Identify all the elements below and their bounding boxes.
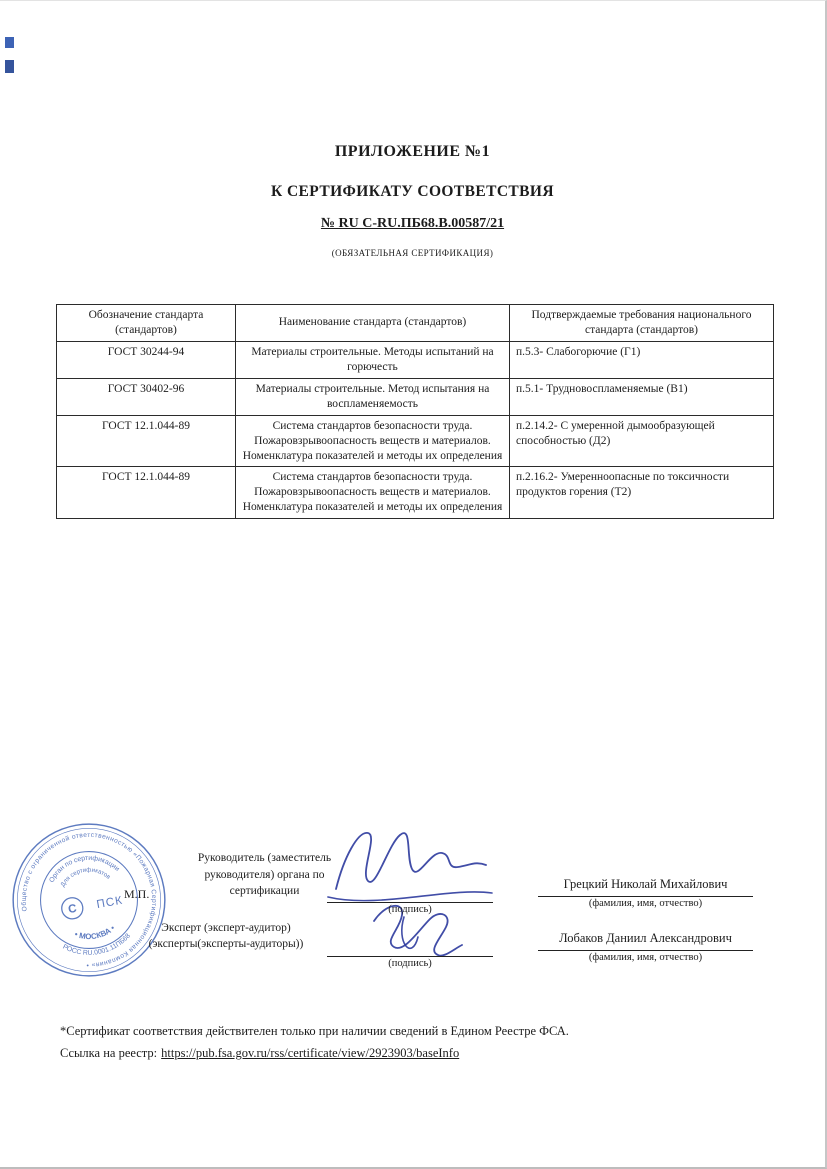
- table-row: [57, 378, 774, 415]
- table-header-row: [57, 305, 774, 342]
- certificate-subtitle: К СЕРТИФИКАТУ СООТВЕТСТВИЯ: [271, 183, 554, 200]
- scan-artifact: [5, 60, 14, 73]
- footer-note-block: [60, 1021, 750, 1065]
- standard-requirements: п.2.14.2- С умеренной дымообразующей способностью (Д2): [510, 415, 774, 467]
- certificate-number: № RU C-RU.ПБ68.В.00587/21: [320, 216, 505, 231]
- col-header-name: Наименование стандарта (стандартов): [236, 305, 510, 342]
- expert-role-label: Эксперт (эксперт-аудитор) (эксперты(эксперты-аудиторы)): [148, 922, 304, 951]
- col-header-requirements: Подтверждаемые требования национального стандарта (стандартов): [510, 305, 774, 342]
- expert-name-caption: (фамилия, имя, отчество): [588, 952, 703, 963]
- head-signature-ink: [318, 823, 498, 908]
- standard-requirements: п.5.3- Слабогорючие (Г1): [510, 341, 774, 378]
- table-row: [57, 415, 774, 467]
- stamp-ring-text: Общество с ограниченной ответственностью «Пожарная Сертификационная Компания» •: [20, 831, 158, 969]
- standard-requirements: п.2.16.2- Умеренноопасные по токсичности продуктов горения (Т2): [510, 467, 774, 519]
- standard-designation: ГОСТ 30244-94: [57, 341, 236, 378]
- standard-name: Система стандартов безопасности труда. Пожаровзрывоопасность веществ и материалов. Номенклатура показателей и методы их определения: [236, 415, 510, 467]
- standard-designation: ГОСТ 12.1.044-89: [57, 415, 236, 467]
- head-signature-line: [327, 902, 493, 903]
- standard-designation: ГОСТ 12.1.044-89: [57, 467, 236, 519]
- registry-label: Ссылка на реестр:: [60, 1045, 158, 1060]
- expert-signature-caption: (подпись): [388, 958, 432, 969]
- stamp-place-label: М.П.: [124, 887, 150, 901]
- table-row: [57, 467, 774, 519]
- title-block: [0, 143, 825, 258]
- expert-full-name: Лобаков Даниил Александрович: [559, 931, 732, 945]
- head-name-caption: (фамилия, имя, отчество): [588, 898, 703, 909]
- head-name-line: [538, 896, 753, 897]
- stamp-reg-number: РОСС RU.0001.11ПБ68: [61, 932, 132, 957]
- round-stamp-graphic: [0, 808, 181, 991]
- head-signature-caption: (подпись): [388, 904, 432, 915]
- head-role-label: Руководитель (заместитель руководителя) органа по сертификации: [197, 852, 332, 898]
- stamp-abbr: ПСК: [95, 894, 124, 912]
- expert-name-line: [538, 950, 753, 951]
- expert-signature-line: [327, 956, 493, 957]
- registry-link[interactable]: https://pub.fsa.gov.ru/rss/certificate/view/2923903/baseInfo: [161, 1045, 460, 1060]
- stamp-emblem-letter: С: [67, 902, 78, 917]
- table-row: [57, 341, 774, 378]
- stamp-organ-text: Орган по сертификации: [48, 854, 121, 884]
- appendix-title: ПРИЛОЖЕНИЕ №1: [334, 143, 491, 160]
- stamp-scope-text: Для сертификатов: [59, 866, 112, 889]
- certification-body-stamp: [0, 808, 181, 991]
- head-full-name: Грецкий Николай Михайлович: [563, 877, 728, 891]
- col-header-designation: Обозначение стандарта (стандартов): [57, 305, 236, 342]
- stamp-city: • МОСКВА •: [73, 923, 117, 942]
- scan-artifact: [5, 37, 14, 48]
- standard-name: Материалы строительные. Методы испытаний на горючесть: [236, 341, 510, 378]
- registry-line: [60, 1043, 750, 1065]
- standard-requirements: п.5.1- Трудновоспламеняемые (В1): [510, 378, 774, 415]
- standard-designation: ГОСТ 30402-96: [57, 378, 236, 415]
- validity-note: *Сертификат соответствия действителен только при наличии сведений в Едином Реестре ФСА.: [60, 1024, 569, 1038]
- svg-text:• МОСКВА •: [72, 923, 118, 945]
- standards-table: [56, 304, 774, 519]
- standard-name: Система стандартов безопасности труда. Пожаровзрывоопасность веществ и материалов. Номенклатура показателей и методы их определения: [236, 467, 510, 519]
- certification-type-note: (ОБЯЗАТЕЛЬНАЯ СЕРТИФИКАЦИЯ): [331, 248, 494, 258]
- standard-name: Материалы строительные. Метод испытания на воспламеняемость: [236, 378, 510, 415]
